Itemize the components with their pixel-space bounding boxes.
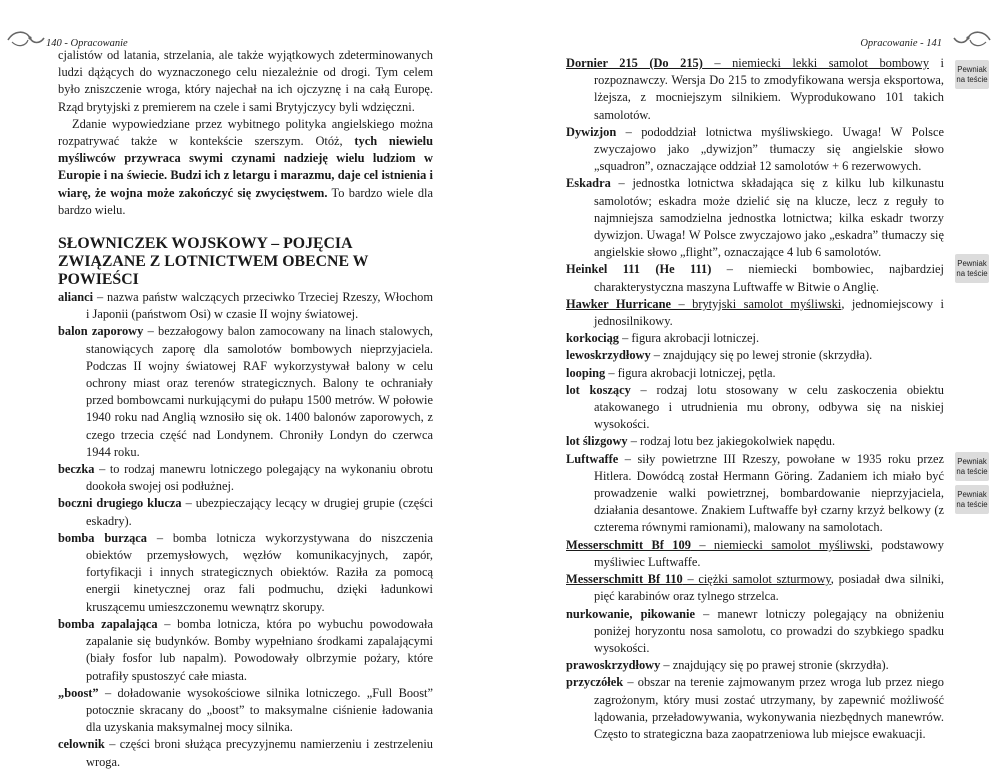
glossary-entry: korkociąg – figura akrobacji lotniczej. (566, 331, 760, 346)
glossary-entry: „boost” – doładowanie wysokościowe silnika lotniczego. „Full Boost” potocznie skracany do „boost” to maksymalne ciśnienie ładowania dla uzyskania maksymalnej mocy silnika. (58, 685, 433, 735)
flourish-ornament-icon (6, 28, 46, 50)
glossary-entry: celownik – części broni służąca precyzyjnemu namierzeniu i zestrzeleniu wroga. (58, 737, 433, 769)
glossary-entry: lot koszący – rodzaj lotu stosowany w celu zaskoczenia obiektu atakowanego i utrudnienia mu obrony, odbywa się na niskiej wysokości. (566, 382, 944, 432)
glossary-entry: Heinkel 111 (He 111) – niemiecki bombowiec, najbardziej charakterystyczna maszyna Luftwaffe w Bitwie o Anglię. (566, 262, 944, 294)
page-header-left: 140 - Opracowanie (46, 38, 128, 49)
glossary-entry: Messerschmitt Bf 110 – ciężki samolot szturmowy, posiadał dwa silniki, pięć karabinów oraz tylnego strzelca. (566, 572, 944, 604)
glossary-entry: alianci – nazwa państw walczących przeciwko Trzeciej Rzeszy, Włochom i Japonii (państwom Osi) w czasie II wojny światowej. (58, 290, 433, 322)
glossary-entry: beczka – to rodzaj manewru lotniczego polegający na wykonaniu obrotu dookoła swojej osi podłużnej. (58, 462, 433, 494)
glossary-entry: Luftwaffe – siły powietrzne III Rzeszy, powołane w 1935 roku przez Hitlera. Dowódcą został Hermann Göring. Zadaniem ich miało być prowadzenie walki powietrznej, bombardowanie nieprzyjaciela, działania desantowe. Znakiem Luftwaffe był czarny krzyż belkowy (z czterema równymi ramionami), malowany na samolotach. (566, 451, 944, 535)
page-header-right: Opracowanie - 141 (860, 38, 942, 49)
glossary-entry: prawoskrzydłowy – znajdujący się po prawej stronie (skrzydła). (566, 658, 889, 673)
glossary-heading: SŁOWNICZEK WOJSKOWY – POJĘCIA ZWIĄZANE Z LOTNICTWEM OBECNE W POWIEŚCI (58, 235, 369, 289)
glossary-entry: Messerschmitt Bf 109 – niemiecki samolot myśliwski, podstawowy myśliwiec Luftwaffe. (566, 537, 944, 569)
glossary-entry: balon zaporowy – bezzałogowy balon zamocowany na linach stalowych, stanowiących zaporę dla samolotów bombowych nieprzyjaciela. Podczas II wojny światowej RAF wykorzystywał balony w celu ochrony miast oraz terenów strategicznych. Balony te ochraniały przed bombowcami nurkującymi do pułapu 1500 metrów. W połowie 1940 roku nad Anglią wznosiło się ok. 1400 balonów zaporowych, z czego trzecia część nad Londynem. Chroniły Londyn do czerwca 1944 roku. (58, 324, 433, 459)
glossary-entry: Dywizjon – pododdział lotnictwa myśliwskiego. Uwaga! W Polsce zwyczajowo jako „dywizjon” tłumaczy się angielskie słowo „squadron”, oznaczające oddział 12 samolotów + 6 rezerwowych. (566, 124, 944, 174)
left-text-column (58, 47, 433, 771)
left-page (0, 0, 500, 769)
glossary-entry: Dornier 215 (Do 215) – niemiecki lekki samolot bombowy i rozpoznawczy. Wersja Do 215 to zmodyfikowana wersja eksportowa, lżejsza, z mocniejszym silnikiem. Wyprodukowano 101 takich samolotów. (566, 56, 944, 122)
pewniak-badge: Pewniak na teście (955, 452, 989, 481)
glossary-entry: Eskadra – jednostka lotnictwa składająca się z kilku lub kilkunastu samolotów; eskadra może dzielić się na klucze, lecz z reguły to najmniejsza samodzielna jednostka lotnictwa; kilka eskadr tworzy dywizjon. Uwaga! W Polsce zwyczajowo jako „eskadra” tłumaczy się angielskie słowo „flight”, oznaczające 4 lub 6 samolotów. (566, 176, 944, 260)
pewniak-badge: Pewniak na teście (955, 254, 989, 283)
glossary-entry: przyczółek – obszar na terenie zajmowanym przez wroga lub przez niego zagrożonym, który musi zostać utrzymany, by zapewnić możliwość lądowania, przeładowywania, wykonywania niezbędnych manewrów. Często to strategiczna baza zaopatrzeniowa lub miejsce ewakuacji. (566, 675, 944, 741)
pewniak-badge: Pewniak na teście (955, 485, 989, 514)
glossary-entry: lot ślizgowy – rodzaj lotu bez jakiegokolwiek napędu. (566, 434, 836, 449)
right-page (500, 0, 1000, 741)
glossary-entry: boczni drugiego klucza – ubezpieczający lecący w drugiej grupie (części eskadry). (58, 496, 434, 528)
glossary-entry: lewoskrzydłowy – znajdujący się po lewej stronie (skrzydła). (566, 348, 873, 363)
paragraph: Zdanie wypowiedziane przez wybitnego polityka angielskiego można rozpatrywać także w kontekście szerszym. Otóż, tych niewielu myśliwców przywraca swymi czynami nadzieję wielu ludziom w Europie i na świecie. Budzi ich z letargu i marazmu, daje cel istnienia i wiarę, że wojna może zakończyć się zwycięstwem. To bardzo wiele dla bardzo wielu. (58, 116, 433, 217)
glossary-entry: bomba zapalająca – bomba lotnicza, która po wybuchu powodowała zapalanie się budynków. Bomby wypełniano środkami zapalającymi (biały fosfor lub napalm). Powodowały olbrzymie pożary, które potrafiły spustoszyć całe miasta. (58, 616, 433, 683)
flourish-ornament-icon (952, 28, 992, 50)
pewniak-badge: Pewniak na teście (955, 60, 989, 89)
glossary-entry: looping – figura akrobacji lotniczej, pętla. (566, 365, 776, 380)
glossary-entry: bomba burząca – bomba lotnicza wykorzystywana do niszczenia obiektów przemysłowych, węzłów komunikacyjnych, zapór, fortyfikacji i innych strategicznych obiektów. Raziła za pomocą energii kinetycznej oraz fali podmuchu, dzięki ładunkowi kruszącemu umieszczonemu wewnątrz skorupy. (58, 530, 434, 614)
glossary-entry: nurkowanie, pikowanie – manewr lotniczy polegający na obniżeniu poniżej horyzontu nosa samolotu, co prowadzi do szybkiego spadku wysokości. (566, 606, 945, 655)
emphasis-text: tych niewielu myśliwców przywraca swymi czynami nadzieję wielu ludziom w Europie i na świecie. Budzi ich z letargu i marazmu, daje cel istnienia i wiarę, że wojna może zakończyć się zwycięstwem. (58, 134, 433, 200)
glossary-entry: Hawker Hurricane – brytyjski samolot myśliwski, jednomiejscowy i jednosilnikowy. (566, 296, 945, 329)
right-text-column (566, 55, 944, 743)
paragraph: cjalistów od latania, strzelania, ale także wyjątkowych zdeterminowanych ludzi dążących do wyznaczonego celu niezależnie od drogi. Tym celem było zniszczenie wroga, który najechał na ich ojczyznę i na całą Europę. Rząd brytyjski z premierem na czele i sami Brytyjczycy byli wdzięczni. (58, 48, 433, 114)
